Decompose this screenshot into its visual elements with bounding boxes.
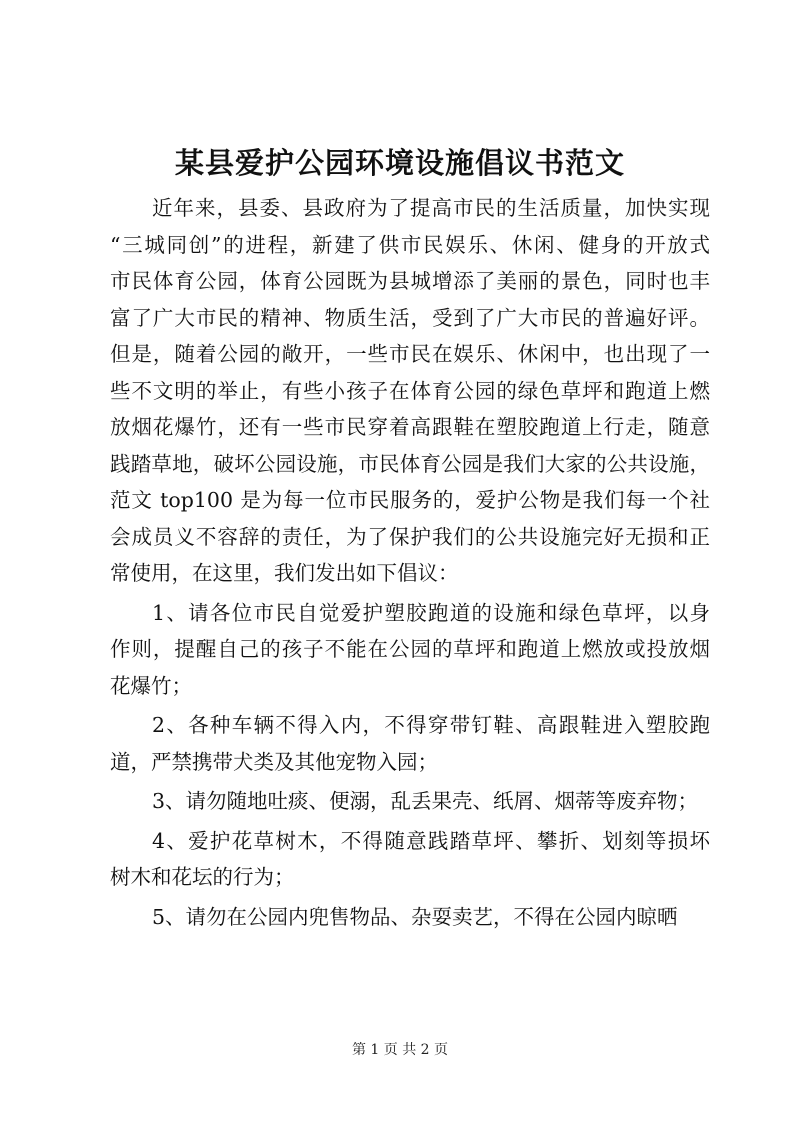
- paragraph-line: “三城同创”的进程，新建了供市民娱乐、休闲、健身的开放式: [110, 232, 710, 257]
- paragraph-line: 2、各种车辆不得入内，不得穿带钉鞋、高跟鞋进入塑胶跑: [152, 713, 710, 737]
- paragraph-line: 作则，提醒自己的孩子不能在公园的草坪和跑道上燃放或投放烟: [110, 637, 710, 661]
- paragraph-line: 会成员义不容辞的责任，为了保护我们的公共设施完好无损和正: [110, 524, 710, 549]
- paragraph-line: 践踏草地，破坏公园设施，市民体育公园是我们大家的公共设施，: [110, 451, 710, 476]
- paragraph: [110, 190, 710, 592]
- paragraph: [110, 707, 710, 780]
- paragraph: [110, 783, 710, 820]
- paragraph-line: 道，严禁携带犬类及其他宠物入园；: [110, 749, 438, 774]
- paragraph: [110, 823, 710, 896]
- paragraph-line: 3、请勿随地吐痰、便溺，乱丢果壳、纸屑、烟蒂等废弃物；: [152, 789, 699, 813]
- paragraph-line: 富了广大市民的精神、物质生活，受到了广大市民的普遍好评。: [110, 305, 710, 330]
- paragraph-line: 树木和花坛的行为；: [110, 865, 295, 889]
- paragraph-line: 1、请各位市民自觉爱护塑胶跑道的设施和绿色草坪，以身: [152, 600, 710, 625]
- page-footer: 第 1 页 共 2 页: [351, 1042, 449, 1058]
- paragraph: [110, 899, 710, 936]
- paragraph-line: 花爆竹；: [110, 673, 192, 698]
- document-body: [110, 190, 710, 935]
- paragraph-line: 近年来，县委、县政府为了提高市民的生活质量，加快实现: [152, 196, 710, 220]
- paragraph-line: 4、爱护花草树木，不得随意践踏草坪、攀折、划刻等损坏: [152, 828, 710, 853]
- paragraph-line: 市民体育公园，体育公园既为县城增添了美丽的景色，同时也丰: [110, 269, 710, 293]
- paragraph-line: 常使用，在这里，我们发出如下倡议：: [110, 561, 459, 585]
- paragraph-line: 但是，随着公园的敞开，一些市民在娱乐、休闲中，也出现了一: [110, 342, 710, 366]
- paragraph-line: 范文 top100 是为每一位市民服务的，爱护公物是我们每一个社: [110, 488, 710, 512]
- paragraph-line: 些不文明的举止，有些小孩子在体育公园的绿色草坪和跑道上燃: [110, 378, 710, 403]
- paragraph-line: 放烟花爆竹，还有一些市民穿着高跟鞋在塑胶跑道上行走，随意: [110, 415, 710, 439]
- paragraph-line: 5、请勿在公园内兜售物品、杂耍卖艺，不得在公园内晾晒: [152, 904, 678, 929]
- document-title: 某县爱护公园环境设施倡议书范文: [174, 146, 625, 180]
- paragraph: [110, 595, 710, 705]
